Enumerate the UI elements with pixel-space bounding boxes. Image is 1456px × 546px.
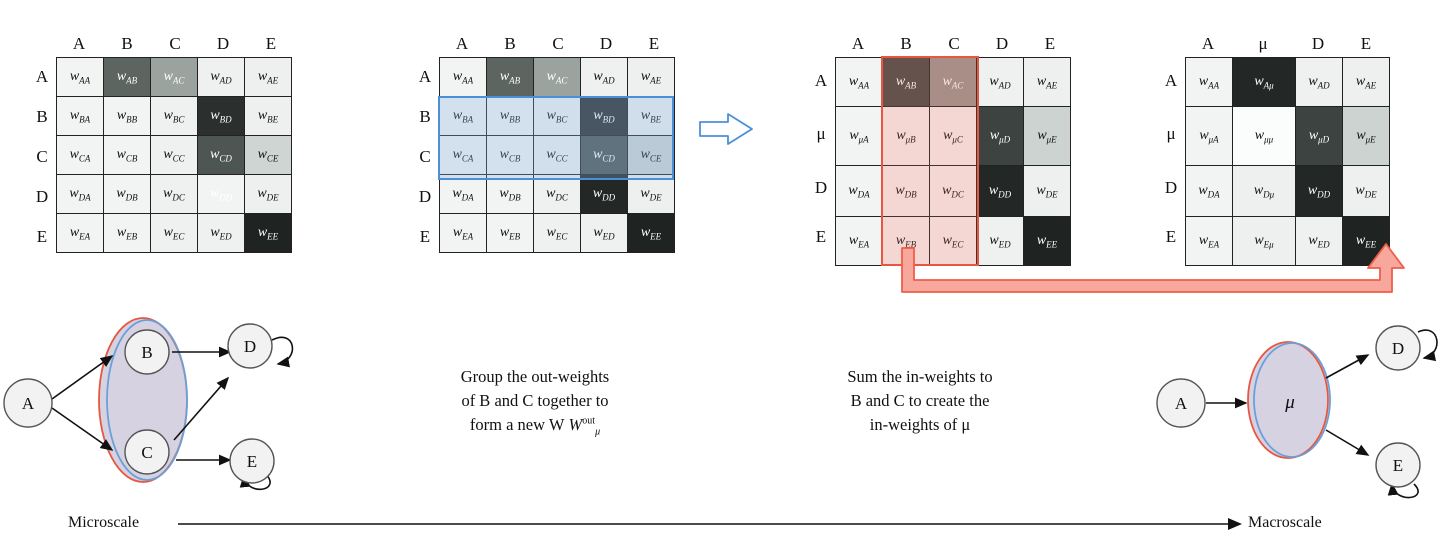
col-label: C	[552, 34, 564, 53]
matrix-cell: $w_{DE}$	[245, 175, 292, 214]
caption-line-2: B and C to create the	[850, 390, 990, 410]
matrix-cell: $w_{\mu B}$	[883, 107, 930, 166]
caption-sub: μ	[595, 426, 601, 438]
node-label-D: D	[243, 337, 257, 356]
matrix-cell: $w_{EA}$	[836, 217, 883, 266]
matrix-cell: $w_{BB}$	[487, 97, 534, 136]
matrix-cell: $w_{CC}$	[151, 136, 198, 175]
matrix-cell: $w_{AB}$	[883, 58, 930, 107]
matrix-cell: $w_{EC}$	[151, 214, 198, 253]
matrix-cell: $w_{DE}$	[1343, 166, 1390, 217]
matrix-cell: $w_{DA}$	[836, 166, 883, 217]
matrix-cell: $w_{EA}$	[1186, 217, 1233, 266]
matrix-cell: $w_{\mu E}$	[1343, 107, 1390, 166]
node-label-C: C	[141, 443, 153, 462]
row-label: D	[35, 187, 49, 206]
matrix-cell: $w_{AA}$	[1186, 58, 1233, 107]
matrix-cell: $w_{BB}$	[104, 97, 151, 136]
caption-line-3: form a new W $W^{out}_\mu$	[469, 414, 601, 438]
row-label: μ	[1166, 124, 1176, 143]
matrix-cell: $w_{\mu\mu}$	[1233, 107, 1296, 166]
matrix-cell: $w_{BD}$	[198, 97, 245, 136]
matrix-cell: $w_{BE}$	[245, 97, 292, 136]
caption-line-1: Group the out-weights	[460, 367, 610, 386]
matrix-cell: $w_{AD}$	[977, 58, 1024, 107]
microscale-graph	[4, 318, 292, 489]
node-label-A: A	[21, 394, 35, 413]
matrix-cell: $w_{DD}$	[581, 175, 628, 214]
matrix-cell: $w_{AE}$	[245, 58, 292, 97]
matrix-cell: $w_{BC}$	[151, 97, 198, 136]
col-label: B	[504, 34, 516, 53]
caption-line-3-text: form a new W	[469, 414, 565, 434]
matrix-cell: $w_{AA}$	[57, 58, 104, 97]
matrix-cell: $w_{CD}$	[198, 136, 245, 175]
col-label: D	[216, 34, 230, 53]
matrix-cell: $w_{DA}$	[57, 175, 104, 214]
macroscale-graph	[1157, 326, 1437, 498]
matrix-cell: $w_{\mu D}$	[977, 107, 1024, 166]
matrix-cell: $w_{AB}$	[487, 58, 534, 97]
matrix-cell: $w_{CA}$	[440, 136, 487, 175]
matrix-cell: $w_{DB}$	[104, 175, 151, 214]
matrix-cell: $w_{A\mu}$	[1233, 58, 1296, 107]
microscale-label: Microscale	[68, 514, 140, 531]
matrix-cell: $w_{CB}$	[104, 136, 151, 175]
row-label: E	[815, 227, 827, 246]
node-label-E: E	[1392, 456, 1404, 475]
matrix-cell: $w_{AE}$	[1343, 58, 1390, 107]
matrix-cell: $w_{DC}$	[151, 175, 198, 214]
matrix-cell: $w_{AA}$	[836, 58, 883, 107]
col-label: A	[851, 34, 865, 53]
col-label: C	[169, 34, 181, 53]
matrix-cell: $w_{AC}$	[930, 58, 977, 107]
matrix-cell: $w_{ED}$	[1296, 217, 1343, 266]
caption-sum-inweights	[770, 365, 1070, 437]
matrix-cell: $w_{EB}$	[487, 214, 534, 253]
row-label: D	[1164, 178, 1178, 197]
row-label: E	[419, 227, 431, 246]
matrix-cell: $w_{DA}$	[440, 175, 487, 214]
col-label: E	[265, 34, 277, 53]
matrix-cell: $w_{DD}$	[977, 166, 1024, 217]
node-label-A: A	[1174, 394, 1188, 413]
col-label: D	[1311, 34, 1325, 53]
col-label: E	[648, 34, 660, 53]
col-label: E	[1044, 34, 1056, 53]
caption-sup: out	[582, 415, 596, 427]
matrix-cell: $w_{ED}$	[977, 217, 1024, 266]
matrix-cell: $w_{EC}$	[534, 214, 581, 253]
col-label: E	[1360, 34, 1372, 53]
node-label-mu: μ	[1285, 392, 1295, 413]
matrix-cell: $w_{AD}$	[198, 58, 245, 97]
matrix-cell: $w_{DD}$	[1296, 166, 1343, 217]
caption-line-3: in-weights of μ	[869, 414, 971, 434]
matrix-cell: $w_{AD}$	[1296, 58, 1343, 107]
matrix-cell: $w_{DE}$	[1024, 166, 1071, 217]
matrix-cell: $w_{EE}$	[1343, 217, 1390, 266]
col-label: A	[72, 34, 86, 53]
matrix-cell: $w_{EB}$	[883, 217, 930, 266]
matrix-cell: $w_{CE}$	[245, 136, 292, 175]
matrix-cell: $w_{EE}$	[245, 214, 292, 253]
row-label: B	[36, 107, 48, 126]
matrix-cell: $w_{AB}$	[104, 58, 151, 97]
row-label: E	[1165, 227, 1177, 246]
row-label: A	[1164, 71, 1178, 90]
matrix-cell: $w_{EC}$	[930, 217, 977, 266]
row-label: A	[35, 67, 49, 86]
matrix-cell: $w_{CC}$	[534, 136, 581, 175]
caption-group-outweights	[385, 365, 685, 440]
matrix-cell: $w_{DA}$	[1186, 166, 1233, 217]
matrix-cell: $w_{BA}$	[57, 97, 104, 136]
col-label: D	[599, 34, 613, 53]
matrix-cell: $w_{AC}$	[151, 58, 198, 97]
row-label: A	[814, 71, 828, 90]
col-label: D	[995, 34, 1009, 53]
matrix-cell: $w_{BE}$	[628, 97, 675, 136]
row-label: μ	[816, 124, 826, 143]
matrix-cell: $w_{AE}$	[1024, 58, 1071, 107]
matrix-cell: $w_{CE}$	[628, 136, 675, 175]
col-label: C	[948, 34, 960, 53]
col-label: A	[455, 34, 469, 53]
red-sum-arrow	[902, 244, 1404, 292]
node-label-D: D	[1391, 339, 1405, 358]
matrix-cell: $w_{AE}$	[628, 58, 675, 97]
matrix-cell: $w_{ED}$	[198, 214, 245, 253]
matrix-cell: $w_{BD}$	[581, 97, 628, 136]
col-label: B	[121, 34, 133, 53]
matrix-cell: $w_{EA}$	[440, 214, 487, 253]
matrix-cell: $w_{EE}$	[1024, 217, 1071, 266]
matrix-cell: $w_{\mu A}$	[836, 107, 883, 166]
row-label: C	[36, 147, 48, 166]
matrix-cell: $w_{D\mu}$	[1233, 166, 1296, 217]
matrix-cell: $w_{DC}$	[930, 166, 977, 217]
node-label-E: E	[246, 452, 258, 471]
col-label: B	[900, 34, 912, 53]
matrix-cell: $w_{CA}$	[57, 136, 104, 175]
caption-line-2: of B and C together to	[461, 390, 609, 410]
col-label: μ	[1258, 34, 1268, 53]
row-label: D	[814, 178, 828, 197]
matrix-cell: $w_{\mu C}$	[930, 107, 977, 166]
matrix-cell: $w_{DC}$	[534, 175, 581, 214]
matrix-cell: $w_{AD}$	[581, 58, 628, 97]
row-label: B	[419, 107, 431, 126]
matrix-cell: $w_{DE}$	[628, 175, 675, 214]
node-label-B: B	[141, 343, 153, 362]
matrix-cell: $w_{BC}$	[534, 97, 581, 136]
matrix-cell: $w_{CB}$	[487, 136, 534, 175]
matrix-cell: $w_{ED}$	[581, 214, 628, 253]
matrix-cell: $w_{AA}$	[440, 58, 487, 97]
matrix-cell: $w_{EB}$	[104, 214, 151, 253]
col-label: A	[1201, 34, 1215, 53]
blue-transform-arrow	[700, 114, 752, 144]
matrix-cell: $w_{E\mu}$	[1233, 217, 1296, 266]
row-label: D	[418, 187, 432, 206]
row-label: C	[419, 147, 431, 166]
matrix-cell: $w_{DB}$	[487, 175, 534, 214]
matrix-cell: $w_{EE}$	[628, 214, 675, 253]
row-label: A	[418, 67, 432, 86]
matrix-cell: $w_{\mu A}$	[1186, 107, 1233, 166]
matrix-cell: $w_{EA}$	[57, 214, 104, 253]
matrix-cell: $w_{AC}$	[534, 58, 581, 97]
matrix-cell: $w_{\mu D}$	[1296, 107, 1343, 166]
row-label: E	[36, 227, 48, 246]
matrix-cell: $w_{BA}$	[440, 97, 487, 136]
caption-line-1: Sum the in-weights to	[847, 367, 993, 386]
matrix-cell: $w_{DD}$	[198, 175, 245, 214]
matrix-cell: $w_{\mu E}$	[1024, 107, 1071, 166]
matrix-cell: $w_{DB}$	[883, 166, 930, 217]
scale-axis	[178, 518, 1242, 530]
macroscale-label: Macroscale	[1248, 514, 1322, 531]
matrix-cell: $w_{CD}$	[581, 136, 628, 175]
